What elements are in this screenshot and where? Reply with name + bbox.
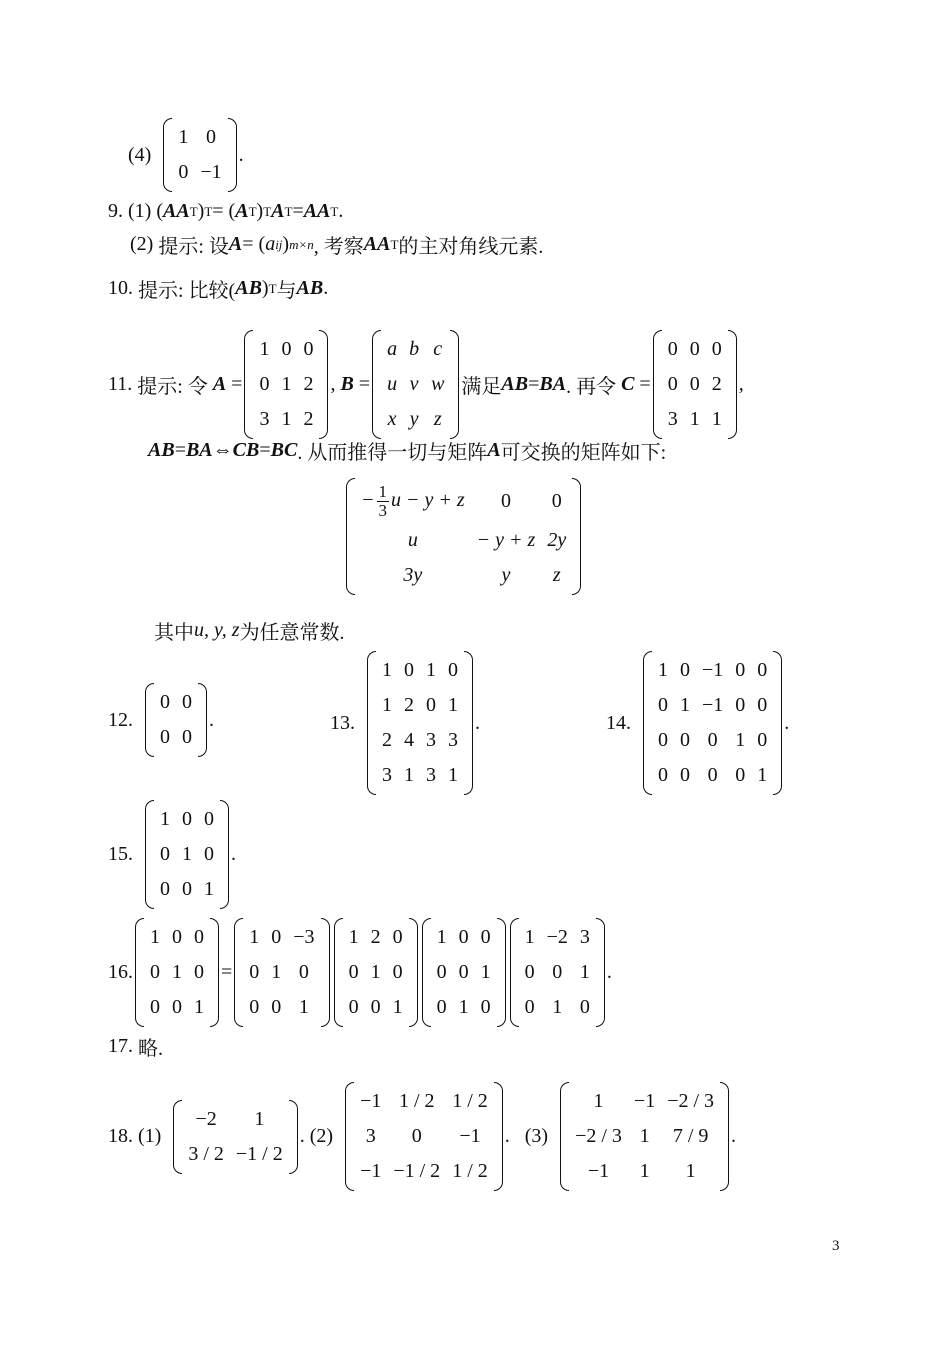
commuting-matrix: − $\frac{1}{3}$ u − y + z 0 0 u − y + z 2y 3y y z [344,478,583,595]
item-number: 9. (1) [108,200,152,222]
matrix-factor-4: 1 −2 3 0 0 1 0 1 0 [510,918,605,1027]
item-number: 11. [108,373,133,395]
item-17: 17. 略. [108,1035,163,1060]
matrix: 1 0 0 −1 [163,118,236,192]
item-number: (2) [130,233,154,255]
matrix-3: 1 −1 −2 / 3 −2 / 3 1 7 / 9 −1 1 1 [560,1082,729,1191]
item-16: 16. 1 0 0 0 1 0 0 0 1 = 1 0 −3 0 1 0 0 0 1 1 2 0 0 1 0 0 0 1 1 0 0 0 0 1 0 1 0 1 −2 3 0 0 1 0 1 0 . [108,918,612,1027]
matrix-factor-1: 1 0 −3 0 1 0 0 0 1 [234,918,329,1027]
item-number: 13. [330,711,355,734]
matrix-2: −1 1 / 2 1 / 2 3 0 −1 −1 −1 / 2 1 / 2 [345,1082,503,1191]
matrix-a: 1 0 0 0 1 2 3 1 2 [244,330,328,439]
item-9-2: (2) 提示: 设 A = ( a ij ) m×n , 考察 AA T 的主对角线元素. [130,233,544,258]
item-number: 12. [108,708,133,731]
item-13: 13. 1 0 1 0 1 2 0 1 2 4 3 3 3 1 3 1 . [330,651,480,795]
item-number: 18. (1) [108,1125,162,1147]
matrix: 0 0 0 0 [145,683,207,757]
item-number: 15. [108,843,133,865]
matrix-lhs: 1 0 0 0 1 0 0 0 1 [135,918,219,1027]
item-12: 12. 0 0 0 0 . [108,683,214,757]
item-15: 15. 1 0 0 0 1 0 0 0 1 . [108,800,236,909]
item-number: 14. [606,711,631,734]
item-number: 17. [108,1035,133,1057]
item-number: 10. [108,277,133,299]
item-number: 16. [108,961,133,983]
item-10: 10. 提示: 比较( AB ) T 与 AB . [108,277,329,302]
item-number: (4) [128,143,152,166]
matrix-b: a b c u v w x y z [372,330,459,439]
item-11-note: 其中 u, y, z 为任意常数. [154,619,345,644]
page-number: 3 [832,1238,840,1254]
item-11: 11. 提示: 令 A = 1 0 0 0 1 2 3 1 2 , B = a b c u v w x y z 满足 AB = BA . 再令 C = 0 0 0 0 0 2 3 1 1 , [108,330,744,439]
item-18: 18. (1) −2 1 3 / 2 −1 / 2 . (2) −1 1 / 2 1 / 2 3 0 −1 −1 −1 / 2 1 / 2 . (3) 1 −1 −2 / 3 −2 / 3 1 7 / 9 −1 1 1 . [108,1082,736,1191]
matrix-factor-3: 1 0 0 0 0 1 0 1 0 [422,918,506,1027]
matrix-1: −2 1 3 / 2 −1 / 2 [173,1100,297,1174]
item-9-1: 9. (1) ( AA T ) T = ( A T ) T A T = AA T . [108,200,344,222]
matrix-factor-2: 1 2 0 0 1 0 0 0 1 [334,918,418,1027]
matrix: 1 0 −1 0 0 0 1 −1 0 0 0 0 0 1 0 0 0 0 0 1 [643,651,782,795]
matrix-c: 0 0 0 0 0 2 3 1 1 [653,330,737,439]
matrix: 1 0 1 0 1 2 0 1 2 4 3 3 3 1 3 1 [367,651,473,795]
item-8-4: (4) 1 0 0 −1 . [128,118,244,192]
matrix: 1 0 0 0 1 0 0 0 1 [145,800,229,909]
item-11-line-2: AB = BA ⇔ CB = BC . 从而推得一切与矩阵 A 可交换的矩阵如下: [148,439,667,464]
item-14: 14. 1 0 −1 0 0 0 1 −1 0 0 0 0 0 1 0 0 0 0 0 1 . [606,651,789,795]
